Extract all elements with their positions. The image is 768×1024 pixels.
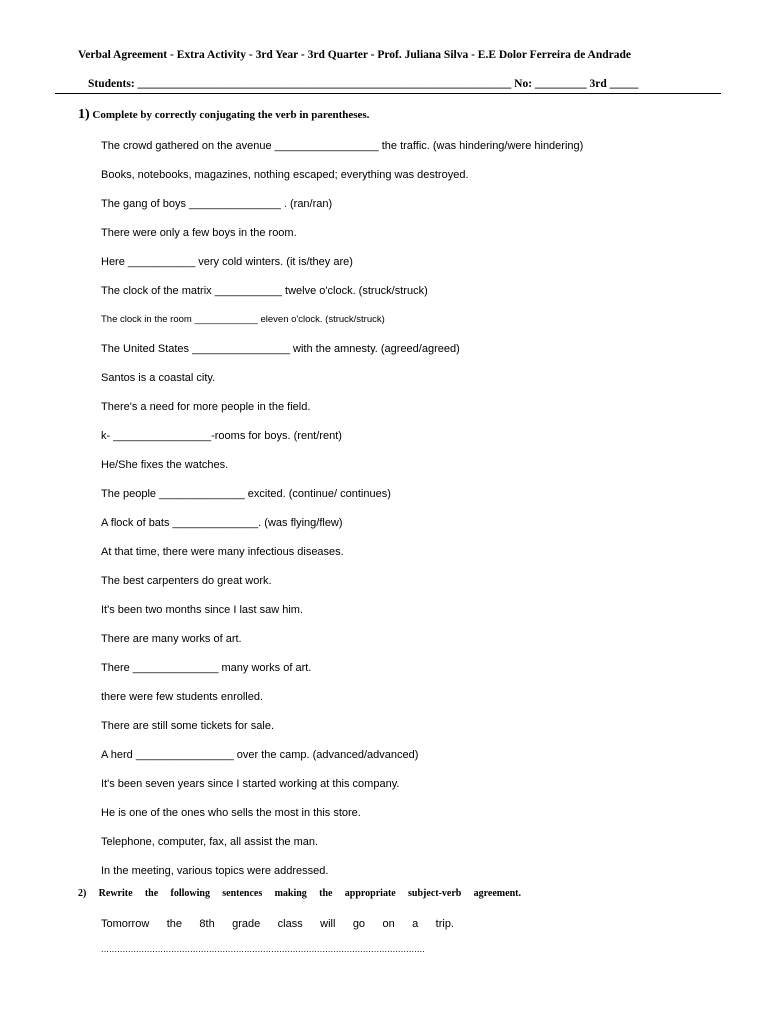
exercise-item: There are many works of art. — [101, 633, 242, 645]
rewrite-sentence-word: the — [166, 918, 182, 930]
section-2-number: 2) — [78, 888, 87, 899]
exercise-item: Santos is a coastal city. — [101, 372, 216, 384]
section-2-instruction-word: subject-verb — [408, 888, 462, 899]
section-2-instruction-word: the — [144, 888, 159, 899]
rewrite-sentence-word: will — [320, 918, 336, 930]
exercise-1-list — [101, 138, 583, 892]
section-2-instruction-word: sentences — [222, 888, 263, 899]
exercise-item: k- ________________-rooms for boys. (rent/rent) — [101, 430, 342, 442]
exercise-item: The gang of boys _______________ . (ran/ran) — [101, 198, 333, 210]
section-2-instruction-word: appropriate — [344, 888, 396, 899]
exercise-item: The clock of the matrix ___________ twelve o'clock. (struck/struck) — [101, 285, 428, 297]
section-2-instruction-word: the — [319, 888, 333, 899]
exercise-item: The crowd gathered on the avenue _________________ the traffic. (was hindering/were hindering) — [101, 140, 584, 152]
exercise-item: The United States ________________ with the amnesty. (agreed/agreed) — [101, 343, 460, 355]
exercise-item: Telephone, computer, fax, all assist the man. — [101, 836, 319, 848]
exercise-item: There are still some tickets for sale. — [101, 720, 275, 732]
exercise-item: There ______________ many works of art. — [101, 662, 312, 674]
exercise-item: It's been two months since I last saw him. — [101, 604, 304, 616]
exercise-item: Here ___________ very cold winters. (it is/they are) — [101, 256, 353, 268]
exercise-item: The people ______________ excited. (continue/ continues) — [101, 488, 391, 500]
exercise-item: It's been seven years since I started working at this company. — [101, 778, 400, 790]
worksheet-title: Verbal Agreement - Extra Activity - 3rd Year - 3rd Quarter - Prof. Juliana Silva - E.E Dolor Ferreira de Andrade — [78, 49, 631, 61]
section-2-instruction-word: agreement. — [473, 888, 521, 899]
exercise-item: The clock in the room ____________ eleven o'clock. (struck/struck) — [101, 314, 385, 325]
students-number-line: Students: _________________________________________________________________ No: _________ 3rd _____ — [88, 78, 639, 90]
rewrite-sentence-word: trip. — [435, 918, 454, 930]
rewrite-sentence-word: on — [382, 918, 395, 930]
section-2-instruction-word: following — [170, 888, 210, 899]
exercise-item: A flock of bats ______________. (was flying/flew) — [101, 517, 343, 529]
rewrite-sentence-word: 8th — [199, 918, 215, 930]
section-1-heading — [78, 107, 369, 123]
exercise-item: In the meeting, various topics were addressed. — [101, 865, 329, 877]
answer-dotted-line: ........................................................................................................................ — [101, 944, 426, 954]
section-1-instruction: Complete by correctly conjugating the verb in parentheses. — [92, 109, 370, 121]
rewrite-sentence-word: go — [352, 918, 366, 930]
exercise-item: there were few students enrolled. — [101, 691, 264, 703]
exercise-item: He/She fixes the watches. — [101, 459, 229, 471]
exercise-item: There were only a few boys in the room. — [101, 227, 297, 239]
exercise-item: There's a need for more people in the field. — [101, 401, 311, 413]
header-divider — [55, 93, 721, 94]
exercise-item: A herd ________________ over the camp. (advanced/advanced) — [101, 749, 419, 761]
exercise-item: Books, notebooks, magazines, nothing escaped; everything was destroyed. — [101, 169, 469, 181]
exercise-item: At that time, there were many infectious diseases. — [101, 546, 344, 558]
exercise-item: He is one of the ones who sells the most in this store. — [101, 807, 361, 819]
rewrite-sentence-word: grade — [232, 918, 261, 930]
rewrite-sentence-1 — [101, 918, 454, 930]
rewrite-sentence-word: class — [277, 918, 303, 930]
exercise-item: The best carpenters do great work. — [101, 575, 272, 587]
section-2-heading — [78, 888, 521, 899]
section-2-instruction-word: Rewrite — [98, 888, 133, 899]
section-1-number: 1) — [78, 107, 90, 122]
section-2-instruction-word: making — [274, 888, 307, 899]
rewrite-sentence-word: Tomorrow — [101, 918, 150, 930]
rewrite-sentence-word: a — [412, 918, 419, 930]
